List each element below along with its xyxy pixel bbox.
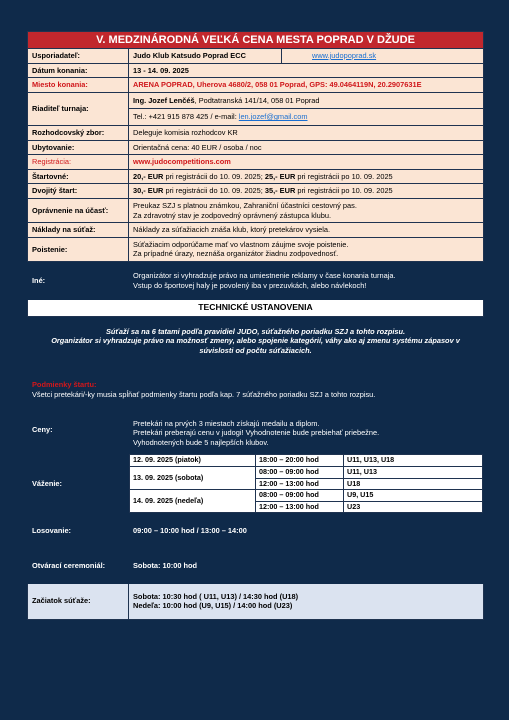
weighing-category: U11, U13	[344, 467, 483, 479]
registration-link[interactable]: www.judocompetitions.com	[129, 155, 484, 170]
row-organizer	[28, 49, 484, 64]
fee-label: Štartovné:	[28, 169, 129, 184]
double-late-note: pri registrácii po 10. 09. 2025	[295, 186, 393, 196]
accommodation-label: Ubytovanie:	[28, 140, 129, 155]
director-name: Ing. Jozef Lenčéš	[133, 95, 195, 105]
row-accommodation	[28, 140, 484, 155]
other-line1: Organizátor si vyhradzuje právo na umiestnenie reklamy v čase konania turnaja.	[133, 270, 396, 280]
weighing-row	[130, 455, 483, 467]
row-start	[28, 583, 484, 619]
start-conditions	[28, 366, 484, 406]
organizer-label: Usporiadateľ:	[28, 49, 129, 64]
fee-early: 20,- EUR	[133, 171, 164, 181]
accommodation-value: Orientačná cena: 40 EUR / osoba / noc	[129, 140, 484, 155]
weighing-table	[129, 454, 483, 513]
row-prizes	[28, 406, 484, 454]
venue-value: ARENA POPRAD, Uherova 4680/2, 058 01 Poprad, GPS: 49.0464119N, 20.2907631E	[129, 78, 484, 93]
double-label: Dvojitý štart:	[28, 184, 129, 199]
prizes-label: Ceny:	[28, 406, 129, 454]
eligibility-line1: Preukaz SZJ s platnou známkou, Zahraniční účastníci cestovný pas.	[133, 200, 357, 210]
weighing-category: U11, U13, U18	[344, 455, 483, 467]
insurance-label: Poistenie:	[28, 237, 129, 261]
director-label: Riaditeľ turnaja:	[28, 92, 129, 125]
row-registration	[28, 155, 484, 170]
other-value	[129, 261, 484, 299]
date-label: Dátum konania:	[28, 63, 129, 78]
technical-line1: Súťaží sa na 6 tatami podľa pravidiel JUDO, súťažného poriadku SZJ a tohto rozpisu.	[105, 326, 406, 336]
start-value	[129, 583, 484, 619]
row-double	[28, 184, 484, 199]
director-address: , Podtatranská 141/14, 058 01 Poprad	[194, 95, 320, 105]
row-referees	[28, 125, 484, 140]
referees-label: Rozhodcovský zbor:	[28, 125, 129, 140]
weighing-day: 13. 09. 2025 (sobota)	[130, 467, 256, 490]
insurance-value	[129, 237, 484, 261]
row-fee	[28, 169, 484, 184]
row-weighing	[28, 454, 484, 514]
weighing-day: 14. 09. 2025 (nedeľa)	[130, 490, 256, 513]
row-eligibility	[28, 198, 484, 222]
director-phone: Tel.: +421 915 878 425 / e-mail:	[133, 112, 239, 122]
director-name-line	[129, 93, 483, 110]
double-value	[129, 184, 484, 199]
weighing-time: 08:00 – 09:00 hod	[256, 490, 344, 502]
prizes-value	[129, 406, 484, 454]
document-page	[27, 31, 483, 620]
row-director	[28, 92, 484, 125]
organizer-link[interactable]: www.judopoprad.sk	[312, 51, 377, 60]
venue-label: Miesto konania:	[28, 78, 129, 93]
eligibility-line2: Za zdravotný stav je zodpovedný oprávnený zástupca klubu.	[133, 210, 332, 220]
fee-value	[129, 169, 484, 184]
fee-late: 25,- EUR	[264, 171, 296, 181]
row-start-conditions	[28, 366, 484, 406]
info-table	[27, 31, 484, 620]
organizer-value: Judo Klub Katsudo Poprad ECC	[129, 49, 282, 64]
prizes-line3: Vyhodnotených bude 5 najlepších klubov.	[133, 437, 269, 447]
start-label: Začiatok súťaže:	[28, 583, 129, 619]
ceremony-value: Sobota: 10:00 hod	[129, 549, 484, 584]
fee-early-note: pri registrácii do 10. 09. 2025;	[163, 171, 265, 181]
start-conditions-text: Všetci pretekári/-ky musia spĺňať podmienky štartu podľa kap. 7 súťažného poriadku SZJ a tohto rozpisu.	[32, 390, 376, 400]
other-label: Iné:	[28, 261, 129, 299]
date-value: 13 - 14. 09. 2025	[129, 63, 484, 78]
technical-title: TECHNICKÉ USTANOVENIA	[28, 300, 484, 317]
prizes-line1: Pretekári na prvých 3 miestach získajú medailu a diplom.	[133, 418, 320, 428]
insurance-line2: Za prípadné úrazy, neznáša organizátor žiadnu zodpovednosť.	[133, 249, 339, 259]
row-insurance	[28, 237, 484, 261]
insurance-line1: Súťažiacim odporúčame mať vo vlastnom záujme svoje poistenie.	[133, 239, 349, 249]
weighing-time: 08:00 – 09:00 hod	[256, 467, 344, 479]
prizes-line2: Pretekári preberajú cenu v judogi! Vyhodnotenie bude prebiehať priebežne.	[133, 428, 380, 438]
weighing-time: 12:00 – 13:00 hod	[256, 501, 344, 513]
draw-label: Losovanie:	[28, 514, 129, 549]
ceremony-label: Otvárací ceremoniál:	[28, 549, 129, 584]
weighing-label: Váženie:	[28, 454, 129, 514]
director-contact-line	[129, 109, 483, 125]
start-line1: Sobota: 10:30 hod ( U11, U13) / 14:30 hod (U18)	[133, 591, 299, 601]
weighing-row	[130, 490, 483, 502]
start-conditions-label: Podmienky štartu:	[32, 380, 97, 390]
registration-label: Registrácia:	[28, 155, 129, 170]
weighing-time: 12:00 – 13:00 hod	[256, 478, 344, 490]
technical-line2: Organizátor si vyhradzuje právo na možnosť zmeny, alebo spojenie kategórií, váhy ako aj zmenu systému zápasov v súvislosti od počtu súťažiacich.	[51, 336, 460, 355]
weighing-day: 12. 09. 2025 (piatok)	[130, 455, 256, 467]
double-early: 30,- EUR	[133, 186, 164, 196]
weighing-time: 18:00 – 20:00 hod	[256, 455, 344, 467]
weighing-row	[130, 467, 483, 479]
eligibility-label: Oprávnenie na účasť:	[28, 198, 129, 222]
weighing-category: U18	[344, 478, 483, 490]
draw-value: 09:00 – 10:00 hod / 13:00 – 14:00	[129, 514, 484, 549]
costs-value: Náklady za súťažiacich znáša klub, ktorý pretekárov vysiela.	[129, 223, 484, 238]
costs-label: Náklady na súťaž:	[28, 223, 129, 238]
referees-value: Deleguje komisia rozhodcov KR	[129, 125, 484, 140]
row-costs	[28, 223, 484, 238]
row-technical	[28, 316, 484, 366]
row-venue	[28, 78, 484, 93]
weighing-category: U9, U15	[344, 490, 483, 502]
eligibility-value	[129, 198, 484, 222]
double-early-note: pri registrácii do 10. 09. 2025;	[163, 186, 265, 196]
director-email[interactable]: len.jozef@gmail.com	[238, 112, 308, 122]
double-late: 35,- EUR	[264, 186, 296, 196]
row-draw	[28, 514, 484, 549]
weighing-category: U23	[344, 501, 483, 513]
row-other	[28, 261, 484, 299]
page-title: V. MEDZINÁRODNÁ VEĽKÁ CENA MESTA POPRAD V DŽUDE	[28, 32, 484, 49]
other-line2: Vstup do športovej haly je povolený iba v prezuvkách, alebo návlekoch!	[133, 280, 367, 290]
technical-text	[28, 316, 484, 366]
start-line2: Nedeľa: 10:00 hod (U9, U15) / 14:00 hod (U23)	[133, 601, 293, 611]
fee-late-note: pri registrácii po 10. 09. 2025	[295, 171, 393, 181]
row-ceremony	[28, 549, 484, 584]
row-date	[28, 63, 484, 78]
